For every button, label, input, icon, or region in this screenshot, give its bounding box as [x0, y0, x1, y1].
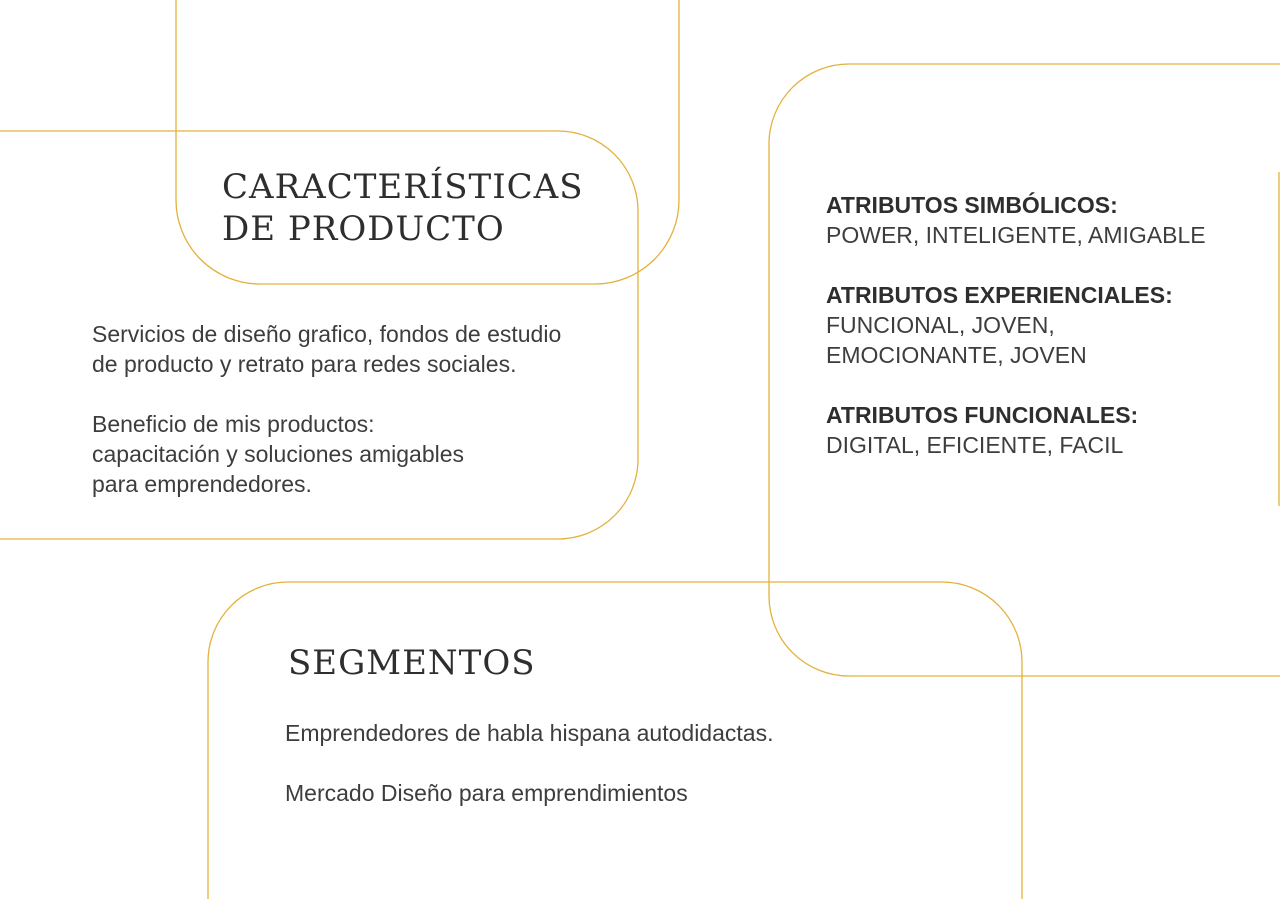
benefit-line: capacitación y soluciones amigables [92, 441, 465, 467]
atributos-experienciales-values: FUNCIONAL, JOVEN, [826, 312, 1055, 338]
description-line: de producto y retrato para redes sociales. [92, 351, 517, 377]
segmentos-title [288, 642, 536, 684]
benefit-line: para emprendedores. [92, 471, 312, 497]
caracteristicas-title-line2: DE PRODUCTO [222, 209, 505, 249]
benefit-line: Beneficio de mis productos: [92, 411, 375, 437]
segmentos-title-text: SEGMENTOS [288, 643, 536, 683]
segmentos-line: Mercado Diseño para emprendimientos [285, 780, 688, 806]
description-line: Servicios de diseño grafico, fondos de estudio [92, 321, 562, 347]
atributos-list [826, 190, 1206, 460]
caracteristicas-title-line1: CARACTERÍSTICAS [222, 167, 584, 207]
atributos-experienciales-heading: ATRIBUTOS EXPERIENCIALES: [826, 282, 1173, 308]
atributos-simbolicos-heading: ATRIBUTOS SIMBÓLICOS: [826, 192, 1118, 218]
caracteristicas-description [92, 319, 561, 499]
atributos-funcionales-values: DIGITAL, EFICIENTE, FACIL [826, 432, 1124, 458]
caracteristicas-title [222, 166, 584, 250]
atributos-funcionales-heading: ATRIBUTOS FUNCIONALES: [826, 402, 1139, 428]
atributos-simbolicos-values: POWER, INTELIGENTE, AMIGABLE [826, 222, 1206, 248]
segmentos-description [285, 718, 773, 808]
segmentos-line: Emprendedores de habla hispana autodidactas. [285, 720, 774, 746]
atributos-experienciales-values: EMOCIONANTE, JOVEN [826, 342, 1087, 368]
